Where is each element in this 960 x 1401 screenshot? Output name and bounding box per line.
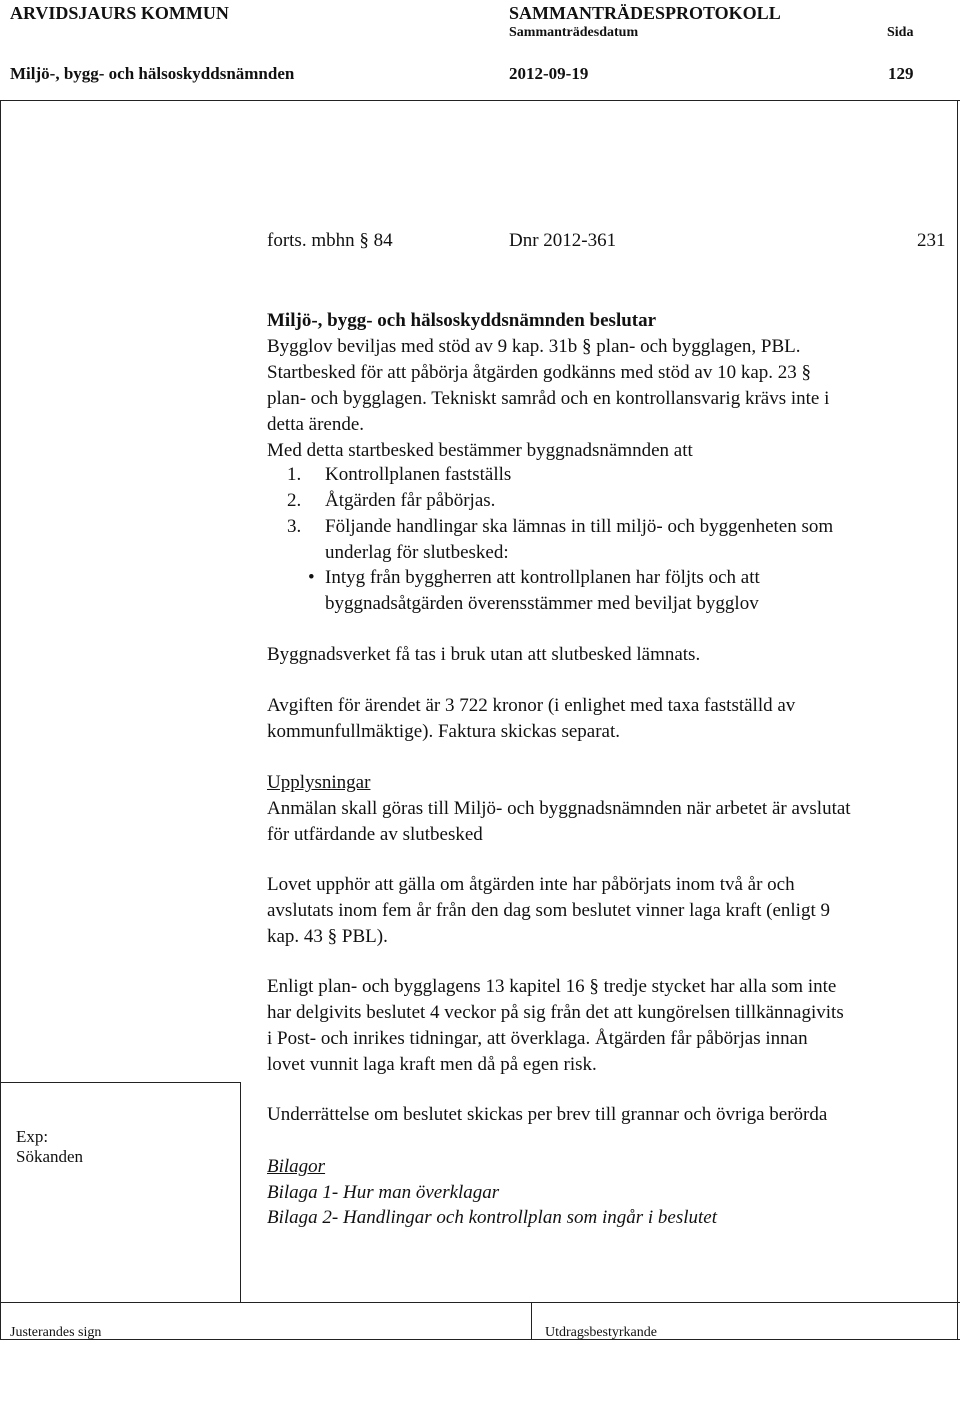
appeal-line: Enligt plan- och bygglagens 13 kapitel 16 § tredje stycket har alla som inte [267,976,837,997]
paragraph-number: 231 [917,230,946,251]
fee-line: Avgiften för ärendet är 3 722 kronor (i enlighet med taxa fastställd av [267,695,796,716]
attachment-item: Bilaga 1- Hur man överklagar [267,1182,500,1203]
meeting-date: 2012-09-19 [509,64,589,83]
page-label: Sida [887,25,914,40]
list-item: Följande handlingar ska lämnas in till miljö- och byggenheten som [325,516,834,537]
decision-line: Med detta startbesked bestämmer byggnadsnämnden att [267,440,693,461]
margin-box-right [240,1082,241,1302]
paragraph: Underrättelse om beslutet skickas per brev till grannar och övriga berörda [267,1104,828,1125]
fee-line: kommunfullmäktige). Faktura skickas separat. [267,721,620,742]
attachment-item: Bilaga 2- Handlingar och kontrollplan som ingår i beslutet [267,1207,717,1228]
org-name: ARVIDSJAURS KOMMUN [10,3,229,23]
exp-label: Exp: [16,1127,49,1146]
bullet-icon: • [308,567,315,588]
list-number: 1. [287,464,302,485]
decision-line: Startbesked för att påbörja åtgärden godkänns med stöd av 10 kap. 23 § [267,362,811,383]
footer-justerandes-sign: Justerandes sign [10,1325,102,1340]
list-item: Åtgärden får påbörjas. [325,490,496,511]
date-label: Sammanträdesdatum [509,25,639,40]
section-reference: forts. mbhn § 84 [267,230,393,251]
bullet-line: Intyg från byggherren att kontrollplanen har följts och att [325,567,760,588]
committee-name: Miljö-, bygg- och hälsoskyddsnämnden [10,64,295,83]
decision-line: Bygglov beviljas med stöd av 9 kap. 31b § plan- och bygglagen, PBL. [267,336,801,357]
paragraph-line: Lovet upphör att gälla om åtgärden inte har påbörjats inom två år och [267,874,795,895]
frame-left [0,100,1,1340]
footer-divider [0,1302,960,1303]
decision-line: detta ärende. [267,414,365,435]
appeal-line: lovet vunnit laga kraft men då på egen risk. [267,1054,597,1075]
appeal-line: i Post- och inrikes tidningar, att överklaga. Åtgärden får påbörjas innan [267,1028,808,1049]
decision-heading: Miljö-, bygg- och hälsoskyddsnämnden beslutar [267,310,657,331]
appeal-line: har delgivits beslutet 4 veckor på sig från det att kungörelsen tillkännagivits [267,1002,844,1023]
bullet-line: byggnadsåtgärden överensstämmer med beviljat bygglov [325,593,759,614]
bilagor-heading: Bilagor [267,1156,326,1177]
paragraph-line: för utfärdande av slutbesked [267,824,483,845]
margin-box-top [0,1082,240,1083]
paragraph-line: kap. 43 § PBL). [267,926,388,947]
list-number: 3. [287,516,302,537]
paragraph-line: Anmälan skall göras till Miljö- och byggnadsnämnden när arbetet är avslutat [267,798,851,819]
paragraph: Byggnadsverket få tas i bruk utan att slutbesked lämnats. [267,644,701,665]
upplysningar-heading: Upplysningar [267,772,371,793]
footer-bottom-line [0,1339,960,1340]
list-item: Kontrollplanen fastställs [325,464,512,485]
case-number: Dnr 2012-361 [509,230,617,251]
header-divider [0,100,960,101]
list-item-continuation: underlag för slutbesked: [325,542,509,563]
footer-separator [531,1302,532,1340]
list-number: 2. [287,490,302,511]
page-number: 129 [888,64,914,83]
exp-recipient: Sökanden [16,1147,84,1166]
footer-utdragsbestyrkande: Utdragsbestyrkande [545,1325,657,1340]
paragraph-line: avslutats inom fem år från den dag som beslutet vinner laga kraft (enligt 9 [267,900,830,921]
document-type: SAMMANTRÄDESPROTOKOLL [509,3,781,23]
decision-line: plan- och bygglagen. Tekniskt samråd och en kontrollansvarig krävs inte i [267,388,830,409]
frame-right [957,100,958,1340]
